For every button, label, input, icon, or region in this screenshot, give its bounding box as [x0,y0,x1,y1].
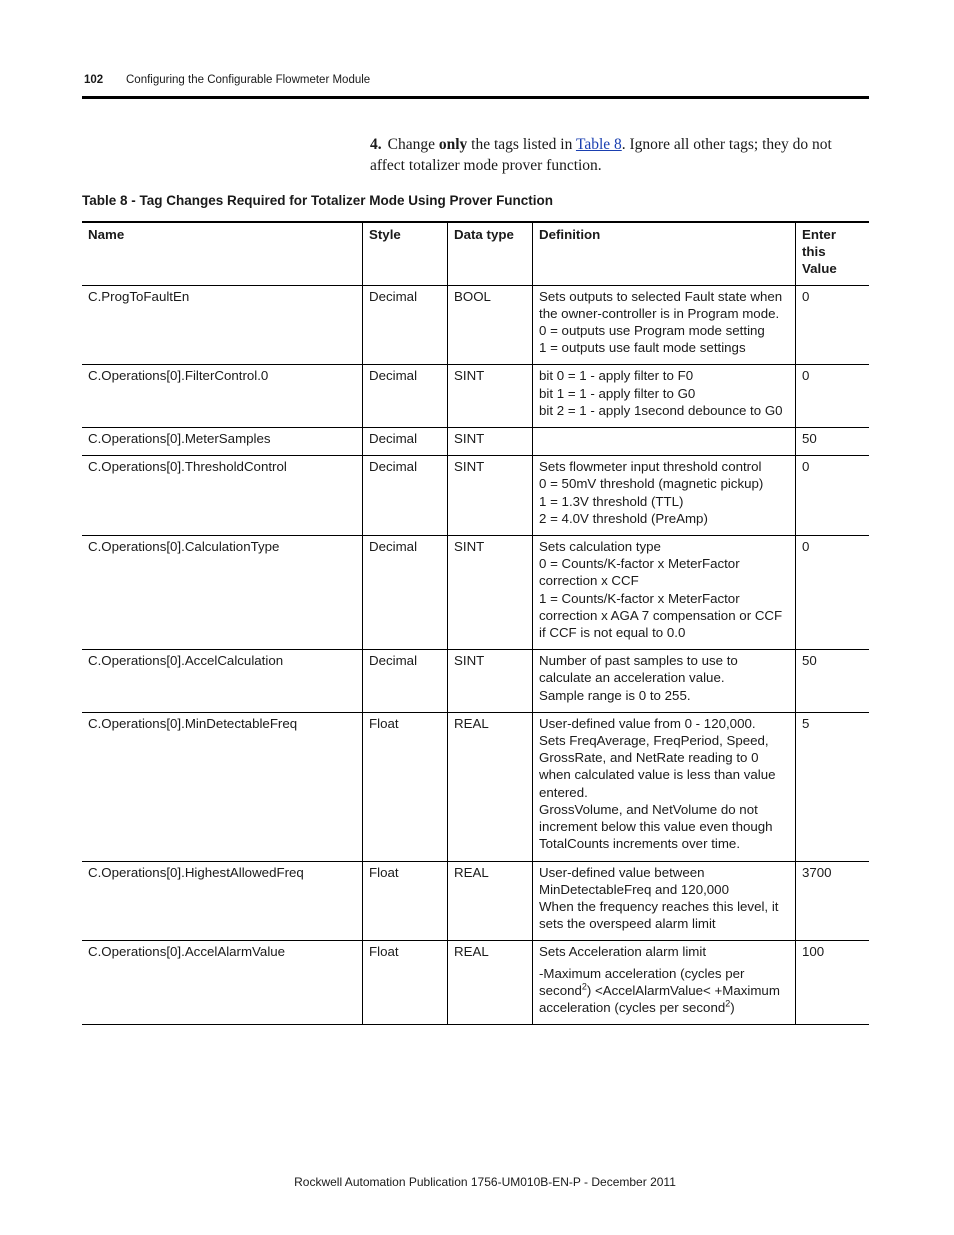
header-data-type: Data type [448,222,533,285]
cell-name: C.Operations[0].AccelAlarmValue [82,941,363,1025]
header-style: Style [363,222,448,285]
cell-value: 0 [796,285,870,365]
page-number: 102 [84,74,104,86]
table-8-link[interactable]: Table 8 [575,136,622,153]
cell-definition [533,365,796,428]
cell-name: C.ProgToFaultEn [82,285,363,365]
publication-info: Rockwell Automation Publication 1756-UM010B-EN-P - December 2011 [294,1175,676,1189]
cell-value: 0 [796,456,870,536]
cell-style: Decimal [363,365,448,428]
header-value-line2: Value [802,261,837,277]
cell-definition [533,536,796,650]
cell-data-type: REAL [448,941,533,1025]
cell-style: Decimal [363,536,448,650]
definition-line: User-defined value between MinDetectableFreq and 120,000 [539,864,729,897]
table-row [82,650,869,713]
step-4 [370,134,870,176]
table-row [82,428,869,456]
cell-value: 0 [796,365,870,428]
cell-name: C.Operations[0].ThresholdControl [82,456,363,536]
cell-name: C.Operations[0].MinDetectableFreq [82,712,363,861]
definition-line: 0 = 50mV threshold (magnetic pickup) [539,476,764,492]
definition-line: Sets flowmeter input threshold control [539,459,762,475]
definition-line: 0 = outputs use Program mode setting [539,323,765,339]
definition-line: Sample range is 0 to 255. [539,687,691,703]
cell-value: 50 [796,428,870,456]
cell-name: C.Operations[0].HighestAllowedFreq [82,861,363,941]
table-row [82,285,869,365]
definition-line: When the frequency reaches this level, it sets the overspeed alarm limit [539,898,779,932]
cell-style: Decimal [363,650,448,713]
table-row [82,941,869,1025]
definition-line: Sets calculation type [539,539,661,555]
tag-changes-table [82,221,869,1025]
step-number: 4. [370,136,382,153]
cell-style: Decimal [363,285,448,365]
cell-value: 100 [796,941,870,1025]
definition-line: GrossVolume, and NetVolume do not increment below this value even though TotalCounts increments over time. [539,801,773,852]
cell-definition [533,456,796,536]
definition-line: 2 = 4.0V threshold (PreAmp) [539,510,708,526]
cell-style: Float [363,861,448,941]
table-row [82,861,869,941]
definition-line: bit 0 = 1 - apply filter to F0 [539,368,694,384]
cell-value: 3700 [796,861,870,941]
table-header-row [82,222,869,285]
step-emphasis: only [438,136,468,153]
definition-line: Sets FreqAverage, FreqPeriod, Speed, GrossRate, and NetRate reading to 0 when calculated value is less than value entered. [539,733,776,800]
page-header [82,72,869,94]
superscript: 2 [581,981,587,992]
cell-definition [533,941,796,1025]
cell-name: C.Operations[0].CalculationType [82,536,363,650]
definition-line: bit 2 = 1 - apply 1second debounce to G0 [539,402,783,418]
cell-data-type: SINT [448,650,533,713]
page-footer [0,1175,954,1189]
table-row [82,456,869,536]
definition-line: User-defined value from 0 - 120,000. [539,715,756,731]
definition-line: Number of past samples to use to calculate an acceleration value. [539,653,738,686]
cell-data-type: SINT [448,365,533,428]
chapter-title: Configuring the Configurable Flowmeter Module [126,74,371,86]
cell-style: Decimal [363,456,448,536]
cell-definition [533,650,796,713]
cell-definition [533,428,796,456]
header-rule [82,96,869,99]
cell-definition [533,861,796,941]
cell-value: 50 [796,650,870,713]
header-value-line1: Enter this [802,227,836,260]
definition-line: 1 = 1.3V threshold (TTL) [539,493,684,509]
definition-line: 1 = Counts/K-factor x MeterFactor correction x AGA 7 compensation or CCF if CCF is not equal to 0.0 [539,590,783,641]
cell-data-type: REAL [448,861,533,941]
cell-definition [533,285,796,365]
cell-style: Decimal [363,428,448,456]
cell-style: Float [363,941,448,1025]
cell-value: 5 [796,712,870,861]
table-caption: Table 8 - Tag Changes Required for Totalizer Mode Using Prover Function [82,193,554,208]
definition-line: -Maximum acceleration (cycles per second$^2$) <AccelAlarmValue< +Maximum acceleration (cycles per second$^2$) [539,965,780,1015]
step-text-after: . Ignore all other tags; they do not affect totalizer mode prover function. [370,136,832,174]
cell-name: C.Operations[0].MeterSamples [82,428,363,456]
cell-data-type: BOOL [448,285,533,365]
cell-definition [533,712,796,861]
cell-data-type: SINT [448,456,533,536]
definition-line: Sets Acceleration alarm limit [539,944,707,960]
header-enter-value [796,222,870,285]
cell-data-type: SINT [448,536,533,650]
step-text-before: Change [387,136,439,153]
definition-line: 1 = outputs use fault mode settings [539,340,746,356]
table-row [82,365,869,428]
table-row [82,536,869,650]
cell-data-type: SINT [448,428,533,456]
step-text-middle: the tags listed in [467,136,576,153]
definition-line: 0 = Counts/K-factor x MeterFactor correction x CCF [539,556,740,589]
cell-value: 0 [796,536,870,650]
table-row [82,712,869,861]
cell-name: C.Operations[0].FilterControl.0 [82,365,363,428]
header-name: Name [82,222,363,285]
definition-line: Sets outputs to selected Fault state when the owner-controller is in Program mode. [539,288,783,321]
cell-name: C.Operations[0].AccelCalculation [82,650,363,713]
cell-style: Float [363,712,448,861]
header-definition: Definition [533,222,796,285]
cell-data-type: REAL [448,712,533,861]
superscript: 2 [725,998,731,1009]
definition-line: bit 1 = 1 - apply filter to G0 [539,385,696,401]
